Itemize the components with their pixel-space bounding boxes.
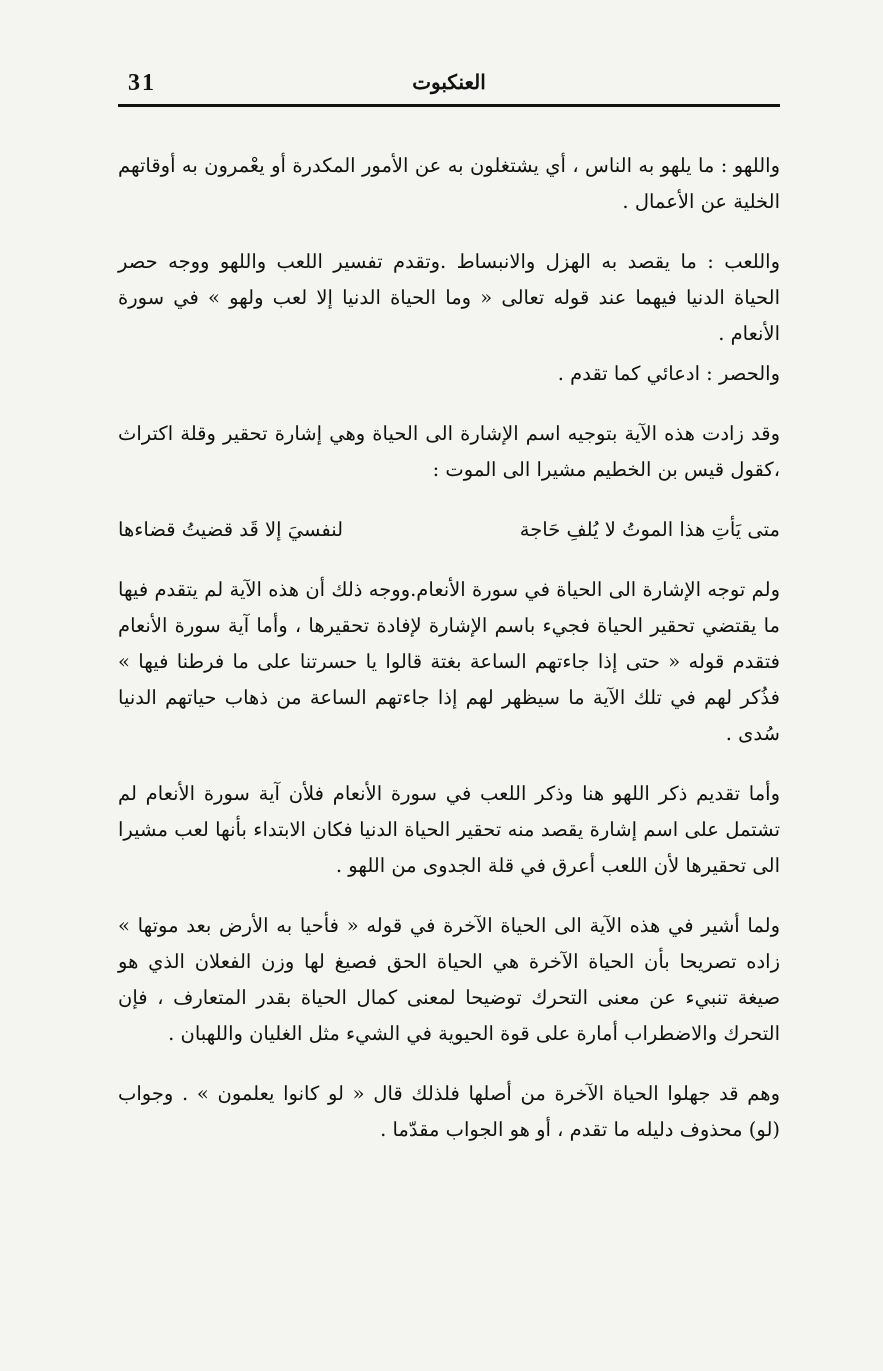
- paragraph-hayawan: ولما أشير في هذه الآية الى الحياة الآخرة في قوله « فأحيا به الأرض بعد موتها » زاده تصريحا بأن الحياة الآخرة هي الحياة الحق فصيغ لها وزن الفعلان الذي هو صيغة تنبيء عن معنى التحرك توضيحا لمعنى كمال الحياة بقدر المتعارف ، فإن التحرك والاضطراب أمارة على قوة الحيوية في الشيء مثل الغليان واللهبان .: [118, 914, 780, 1045]
- paragraph-lahw: واللهو : ما يلهو به الناس ، أي يشتغلون به عن الأمور المكدرة أو يعْمرون به أوقاتهم الخلية عن الأعمال .: [118, 154, 780, 213]
- paragraph-ishara: وقد زادت هذه الآية بتوجيه اسم الإشارة الى الحياة وهي إشارة تحقير وقلة اكتراث ،كقول قيس بن الخطيم مشيرا الى الموت :: [118, 422, 780, 481]
- page-number: 31: [128, 70, 156, 96]
- paragraph-anam: ولم توجه الإشارة الى الحياة في سورة الأنعام.ووجه ذلك أن هذه الآية لم يتقدم فيها ما يقتضي تحقير الحياة فجيء باسم الإشارة لإفادة تحقيرها ، وأما آية سورة الأنعام فتقدم قوله « حتى إذا جاءتهم الساعة بغتة قالوا يا حسرتنا على ما فرطنا فيها » فذُكر لهم في تلك الآية ما سيظهر لهم إذا جاءتهم الساعة من ذهاب حياتهم الدنيا سُدى .: [118, 578, 780, 745]
- paragraph-taqdim: وأما تقديم ذكر اللهو هنا وذكر اللعب في سورة الأنعام فلأن آية سورة الأنعام لم تشتمل على اسم إشارة يقصد منه تحقير الحياة الدنيا فكان الابتداء بأنها لعب مشيرا الى تحقيرها لأن اللعب أعرق في قلة الجدوى من اللهو .: [118, 782, 780, 877]
- header-rule: [118, 104, 780, 107]
- paragraph-hasr: والحصر : ادعائي كما تقدم .: [557, 362, 780, 385]
- page-header: [118, 62, 780, 98]
- paragraph-laib: واللعب : ما يقصد به الهزل والانبساط .وتقدم تفسير اللعب واللهو ووجه حصر الحياة الدنيا فيهما عند قوله تعالى « وما الحياة الدنيا إلا لعب ولهو » في سورة الأنعام .: [118, 250, 780, 345]
- running-title: العنكبوت: [412, 70, 486, 94]
- poetry-verse: [118, 512, 780, 548]
- paragraph-jawab: وهم قد جهلوا الحياة الآخرة من أصلها فلذلك قال « لو كانوا يعلمون » . وجواب (لو) محذوف دليله ما تقدم ، أو هو الجواب مقدّما .: [118, 1082, 780, 1141]
- body-text: [118, 148, 780, 1172]
- verse-first-hemistich: متى يَأتِ هذا الموتُ لا يُلفِ حَاجة: [519, 518, 780, 541]
- verse-second-hemistich: لنفسيَ إلا قَد قضيتُ قضاءها: [118, 518, 344, 541]
